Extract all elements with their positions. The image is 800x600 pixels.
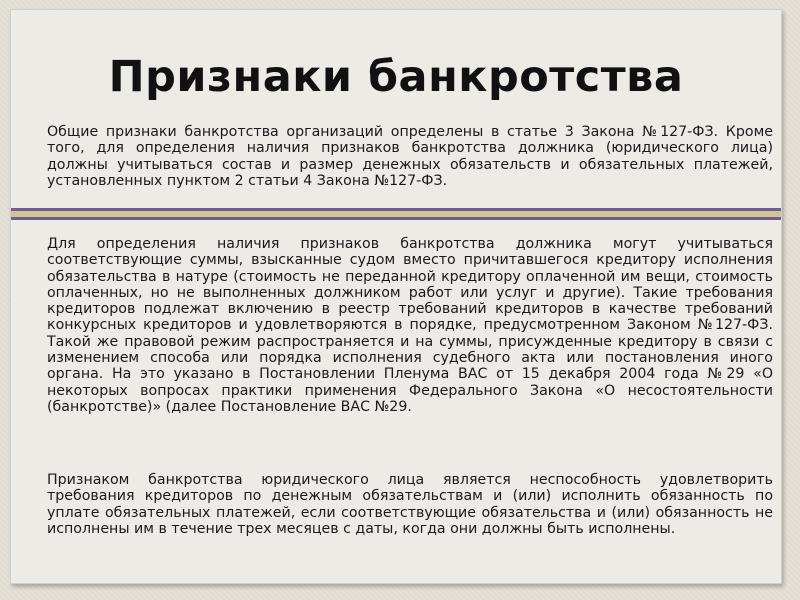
divider-band-bottom — [10, 217, 782, 220]
slide-title: Признаки банкротства — [108, 52, 684, 102]
decorative-divider — [10, 208, 782, 220]
paragraph-general-signs: Общие признаки банкротства организаций определены в статье 3 Закона №127-ФЗ. Кроме того, для определения наличия признаков банкротства должника (юридического лица) должны учитываться состав и размер денежных обязательств и обязательных платежей, установленных пунктом 2 статьи 4 Закона №127-ФЗ. — [47, 124, 773, 189]
slide — [10, 9, 782, 584]
paragraph-determination: Для определения наличия признаков банкротства должника могут учитываться соответствующие суммы, взысканные судом вместо причитавшегося кредитору исполнения обязательства в натуре (стоимость не переданной кредитору оплаченной им вещи, стоимость оплаченных, но не выполненных должником работ или услуг и другие). Такие требования кредиторов подлежат включению в реестр требований кредиторов в качестве требований конкурсных кредиторов и удовлетворяются в порядке, предусмотренном Законом №127-ФЗ. Такой же правовой режим распространяется и на суммы, присужденные кредитору в связи с изменением способа или порядка исполнения судебного акта или постановления иного органа. На это указано в Постановлении Пленума ВАС от 15 декабря 2004 года №29 «О некоторых вопросах практики применения Федерального Закона «О несостоятельности (банкротстве)» (далее Постановление ВАС №29. — [47, 236, 773, 415]
paragraph-legal-entity-sign: Признаком банкротства юридического лица является неспособность удовлетворить требования кредиторов по денежным обязательствам и (или) исполнить обязанность по уплате обязательных платежей, если соответствующие обязательства и (или) обязанность не исполнены им в течение трех месяцев с даты, когда они должны быть исполнены. — [47, 472, 773, 537]
